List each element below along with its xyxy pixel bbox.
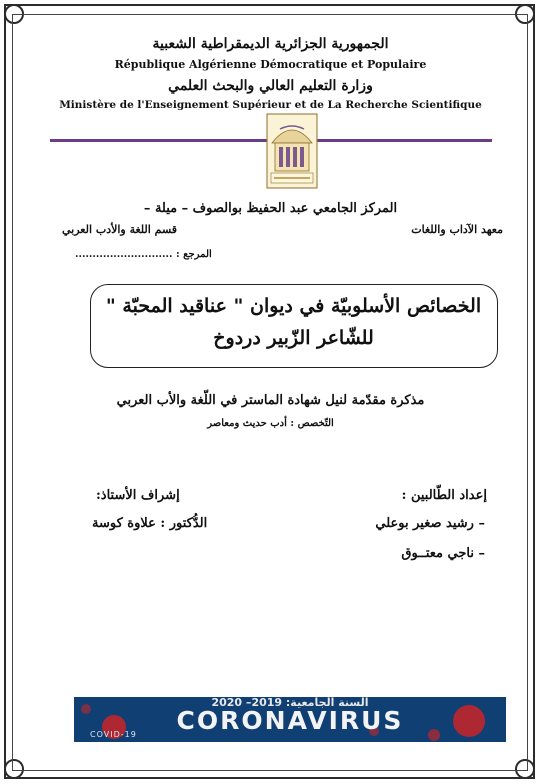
- banner-subtitle: COVID-19: [90, 730, 137, 739]
- thesis-title-box: [90, 284, 498, 368]
- reference-field: المرجع : ............................: [75, 249, 212, 260]
- ministry-arabic: وزارة التعليم العالي والبحث العلمي: [168, 78, 373, 94]
- supervisor-name: الدُّكتور : علاوة كوسة: [92, 516, 208, 531]
- specialty: التّخصص : أدب حديث ومعاصر: [207, 418, 334, 429]
- thesis-title-line1: الخصائص الأسلوبيّة في ديوان " عناقيد المحبّة ": [105, 295, 482, 317]
- republic-arabic: الجمهورية الجزائرية الديمقراطية الشعبية: [152, 36, 389, 52]
- student-name-1: – رشيد صغير بوعلي: [375, 516, 485, 531]
- republic-french: République Algérienne Démocratique et Populaire: [114, 58, 427, 71]
- students-label: إعداد الطّالبين :: [401, 488, 487, 503]
- thesis-title-line2: للشّاعر الزّبير دردوخ: [213, 327, 374, 349]
- academic-year: السنة الجامعية: 2019– 2020: [211, 696, 369, 709]
- institute-name: معهد الآداب واللغات: [411, 223, 503, 236]
- degree-statement: مذكرة مقدّمة لنيل شهادة الماستر في اللّغة والأب العربي: [116, 393, 425, 408]
- student-name-2: – ناجي معتــوق: [401, 546, 485, 561]
- university-center: المركز الجامعي عبد الحفيظ بوالصوف – ميلة –: [143, 201, 398, 216]
- department-name: قسم اللغة والأدب العربي: [62, 223, 178, 236]
- supervisor-label: إشراف الأستاذ:: [96, 488, 180, 503]
- university-logo: [266, 113, 318, 189]
- banner-word: CORONAVIRUS: [176, 706, 404, 735]
- ministry-french: Ministère de l'Enseignement Supérieur et de La Recherche Scientifique: [59, 99, 482, 111]
